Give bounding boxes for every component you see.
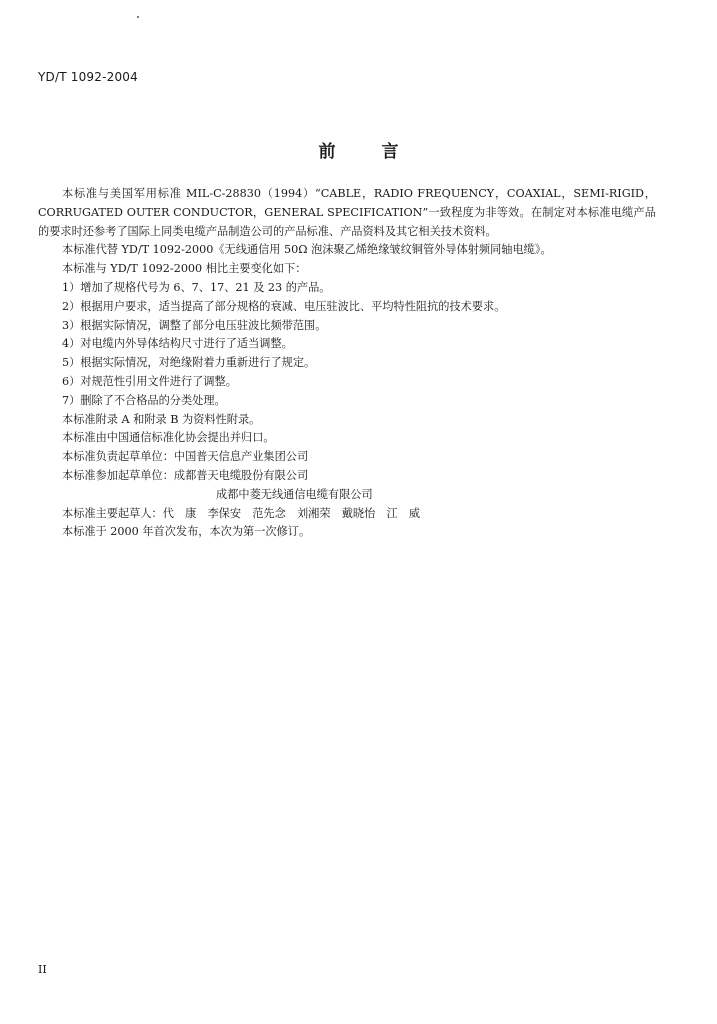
change-item-5: 5）根据实际情况，对绝缘附着力重新进行了规定。 (62, 356, 316, 370)
participating-drafting-unit-2: 成都中菱无线通信电缆有限公司 (216, 487, 373, 501)
page-title: 前言 (318, 142, 445, 162)
foreword-body (38, 185, 656, 542)
appendix-note: 本标准附录 A 和附录 B 为资料性附录。 (62, 412, 261, 426)
change-item-7: 7）删除了不合格品的分类处理。 (62, 393, 226, 407)
first-issue-note: 本标准于 2000 年首次发布，本次为第一次修订。 (62, 525, 311, 539)
standard-code: YD/T 1092-2004 (38, 70, 138, 84)
change-item-2: 2）根据用户要求，适当提高了部分规格的衰减、电压驻波比、平均特性阻抗的技术要求。 (62, 299, 506, 313)
main-drafters: 本标准主要起草人：代 康 李保安 范先念 刘湘荣 戴晓怡 江 威 (62, 506, 421, 520)
change-item-4: 4）对电缆内外导体结构尺寸进行了适当调整。 (62, 337, 293, 351)
lead-drafting-unit: 本标准负责起草单位：中国普天信息产业集团公司 (62, 450, 309, 464)
paragraph-replaces: 本标准代替 YD/T 1092-2000《无线通信用 50Ω 泡沫聚乙烯绝缘皱纹铜管外导体射频同轴电缆》。 (62, 243, 552, 257)
change-item-6: 6）对规范性引用文件进行了调整。 (62, 374, 237, 388)
paragraph-equivalence: 本标准与美国军用标准 MIL-C-28830（1994）“CABLE，RADIO FREQUENCY，COAXIAL，SEMI-RIGID，CORRUGATED OUTER CONDUCTOR，GENERAL SPECIFICATION”一致程度为非等效。在制定对本标准电缆产品的要求时还参考了国际上同类电缆产品制造公司的产品标准、产品资料及其它相关技术资料。 (38, 187, 656, 238)
page-number: II (38, 963, 47, 976)
participating-drafting-unit: 本标准参加起草单位：成都普天电缆股份有限公司 (62, 468, 309, 482)
scan-speck (137, 16, 139, 18)
paragraph-changes-intro: 本标准与 YD/T 1092-2000 相比主要变化如下： (62, 262, 307, 276)
proposed-by-note: 本标准由中国通信标准化协会提出并归口。 (62, 431, 275, 445)
change-item-3: 3）根据实际情况，调整了部分电压驻波比频带范围。 (62, 318, 327, 332)
change-item-1: 1）增加了规格代号为 6、7、17、21 及 23 的产品。 (62, 280, 331, 294)
